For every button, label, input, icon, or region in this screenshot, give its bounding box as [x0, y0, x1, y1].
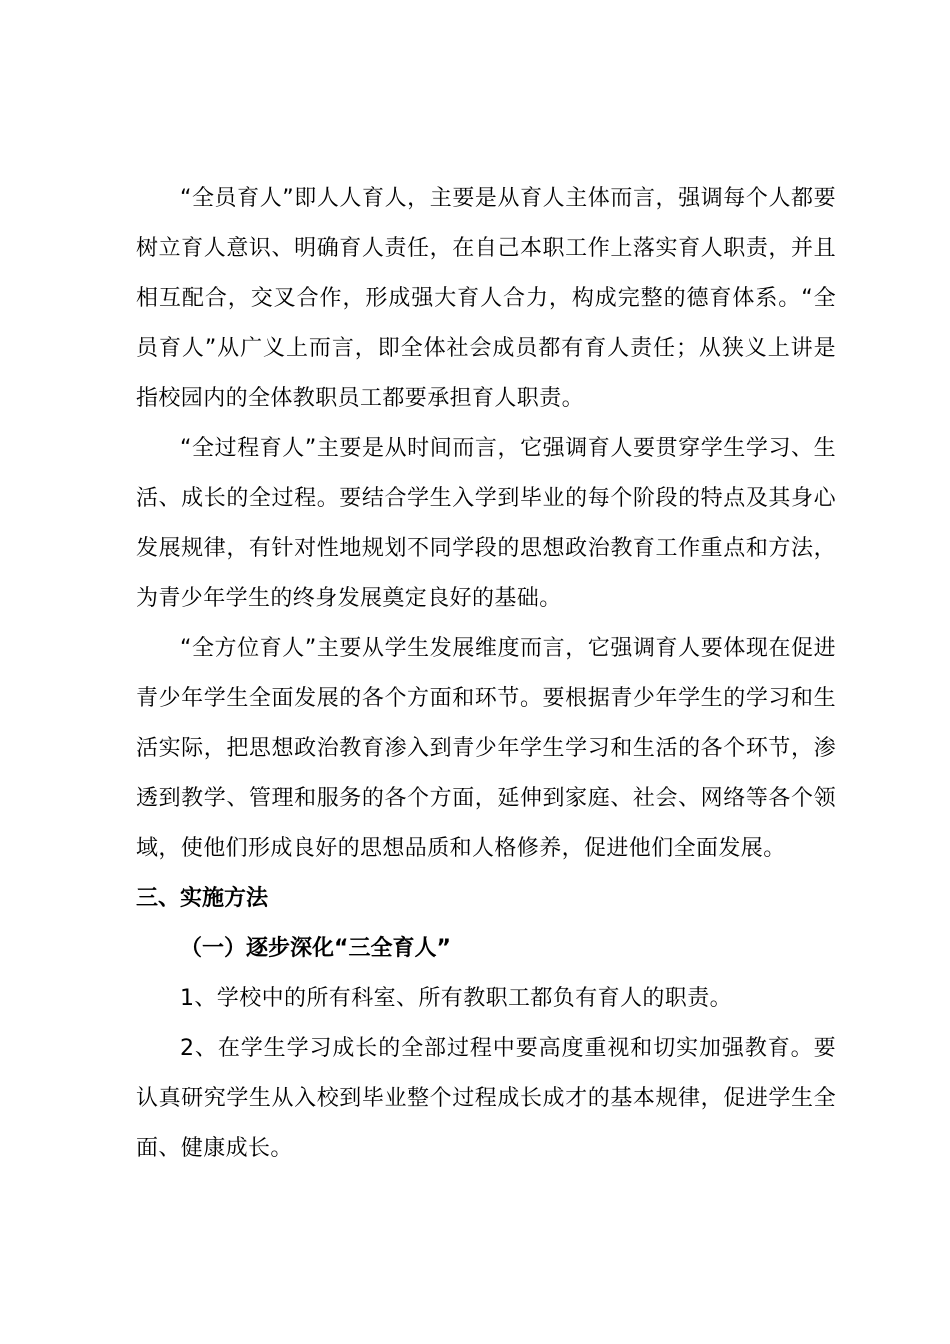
list-item-2: 2、在学生学习成长的全部过程中要高度重视和切实加强教育。要认真研究学生从入校到毕业整个过程成长成才的基本规律，促进学生全面、健康成长。 [136, 1036, 836, 1161]
paragraph-all-round-education: “全方位育人”主要从学生发展维度而言，它强调育人要体现在促进青少年学生全面发展的各个方面和环节。要根据青少年学生的学习和生活实际，把思想政治教育渗入到青少年学生学习和生活的各个环节，渗透到教学、管理和服务的各个方面，延伸到家庭、社会、网络等各个领域，使他们形成良好的思想品质和人格修养，促进他们全面发展。 [136, 636, 836, 861]
section-heading: 三、实施方法 [136, 886, 269, 911]
paragraph-whole-process-education: “全过程育人”主要是从时间而言，它强调育人要贯穿学生学习、生活、成长的全过程。要结合学生入学到毕业的每个阶段的特点及其身心发展规律，有针对性地规划不同学段的思想政治教育工作重点和方法，为青少年学生的终身发展奠定良好的基础。 [136, 436, 836, 611]
paragraph-all-staff-education: “全员育人”即人人育人，主要是从育人主体而言，强调每个人都要树立育人意识、明确育人责任，在自己本职工作上落实育人职责，并且相互配合，交叉合作，形成强大育人合力，构成完整的德育体系。“全员育人”从广义上而言，即全体社会成员都有育人责任；从狭义上讲是指校园内的全体教职员工都要承担育人职责。 [136, 186, 836, 411]
section-subheading: （一）逐步深化“三全育人” [180, 936, 451, 961]
list-item-1: 1、学校中的所有科室、所有教职工都负有育人的职责。 [180, 986, 732, 1011]
document-body [136, 174, 836, 1174]
